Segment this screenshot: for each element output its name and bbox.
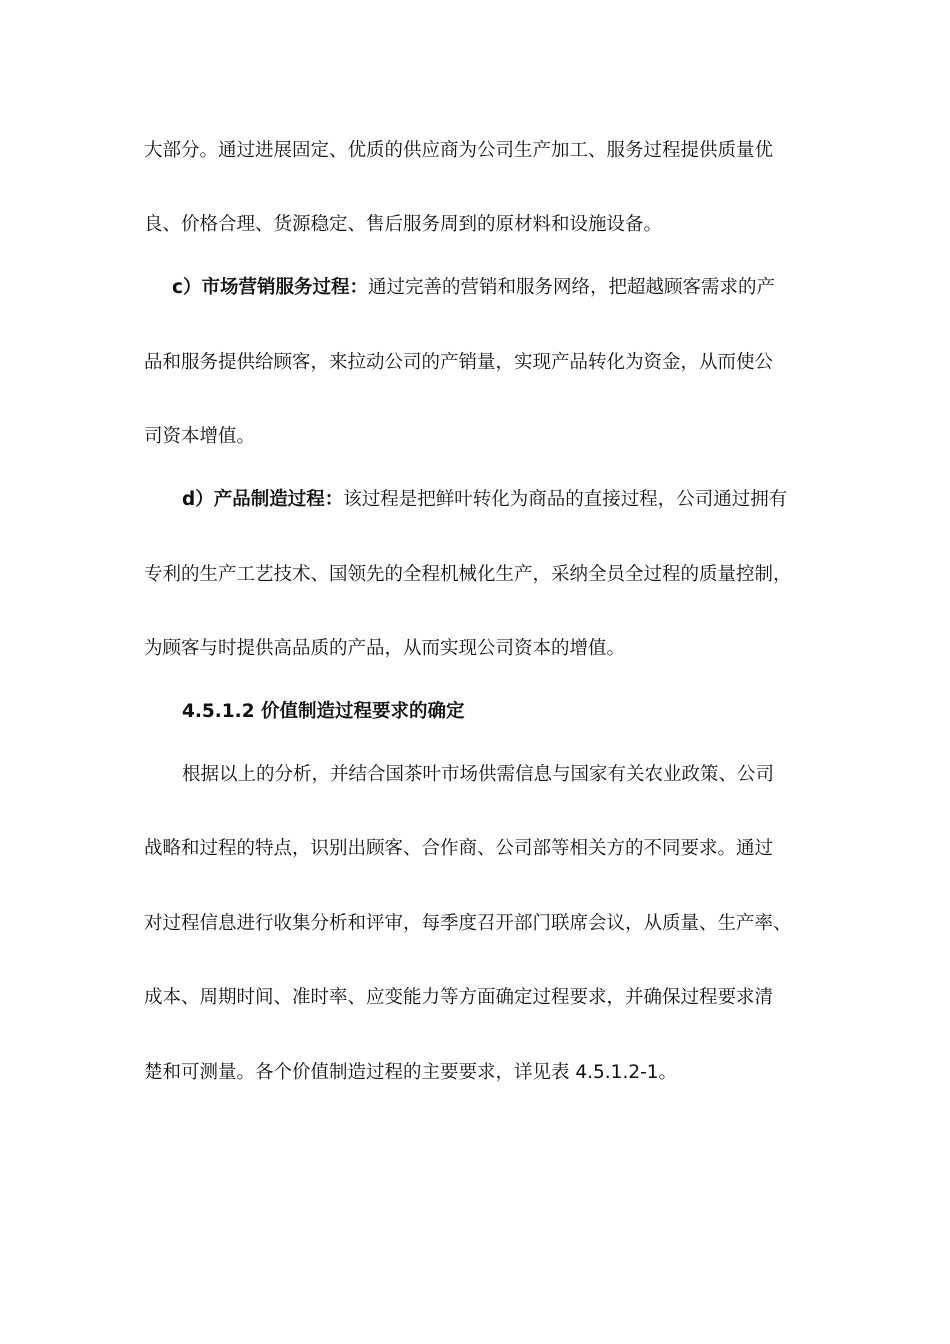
section-heading: 4.5.1.2 价值制造过程要求的确定 — [182, 701, 465, 722]
para-c-line1 — [172, 275, 834, 301]
para1-line1: 大部分。通过进展固定、优质的供应商为公司生产加工、服务过程提供质量优 — [144, 140, 774, 161]
para-last-line1: 根据以上的分析，并结合国茶叶市场供需信息与国家有关农业政策、公司 — [182, 764, 775, 785]
para-d-label: d）产品制造过程： — [182, 489, 344, 510]
para-d-line3: 为顾客与时提供高品质的产品，从而实现公司资本的增值。 — [144, 638, 626, 659]
para-c-label: c）市场营销服务过程： — [172, 277, 368, 298]
para-last-line5: 楚和可测量。各个价值制造过程的主要要求，详见表 4.5.1.2-1。 — [144, 1062, 678, 1083]
para-d-line2: 专利的生产工艺技术、国领先的全程机械化生产，采纳全员全过程的质量控制， — [144, 564, 792, 585]
para-d-line1 — [182, 487, 834, 513]
para-c-line3: 司资本增值。 — [144, 426, 256, 447]
para1-line2: 良、价格合理、货源稳定、售后服务周到的原材料和设施设备。 — [144, 214, 663, 235]
para-c-line1-text: 通过完善的营销和服务网络，把超越顾客需求的产 — [367, 277, 775, 298]
para-last-line3: 对过程信息进行收集分析和评审，每季度召开部门联席会议，从质量、生产率、 — [144, 913, 792, 934]
para-last-line2: 战略和过程的特点，识别出顾客、合作商、公司部等相关方的不同要求。通过 — [144, 838, 774, 859]
para-d-line1-text: 该过程是把鲜叶转化为商品的直接过程，公司通过拥有 — [343, 489, 788, 510]
para-last-line4: 成本、周期时间、准时率、应变能力等方面确定过程要求，并确保过程要求清 — [144, 987, 774, 1008]
para-c-line2: 品和服务提供给顾客，来拉动公司的产销量，实现产品转化为资金，从而使公 — [144, 352, 774, 373]
